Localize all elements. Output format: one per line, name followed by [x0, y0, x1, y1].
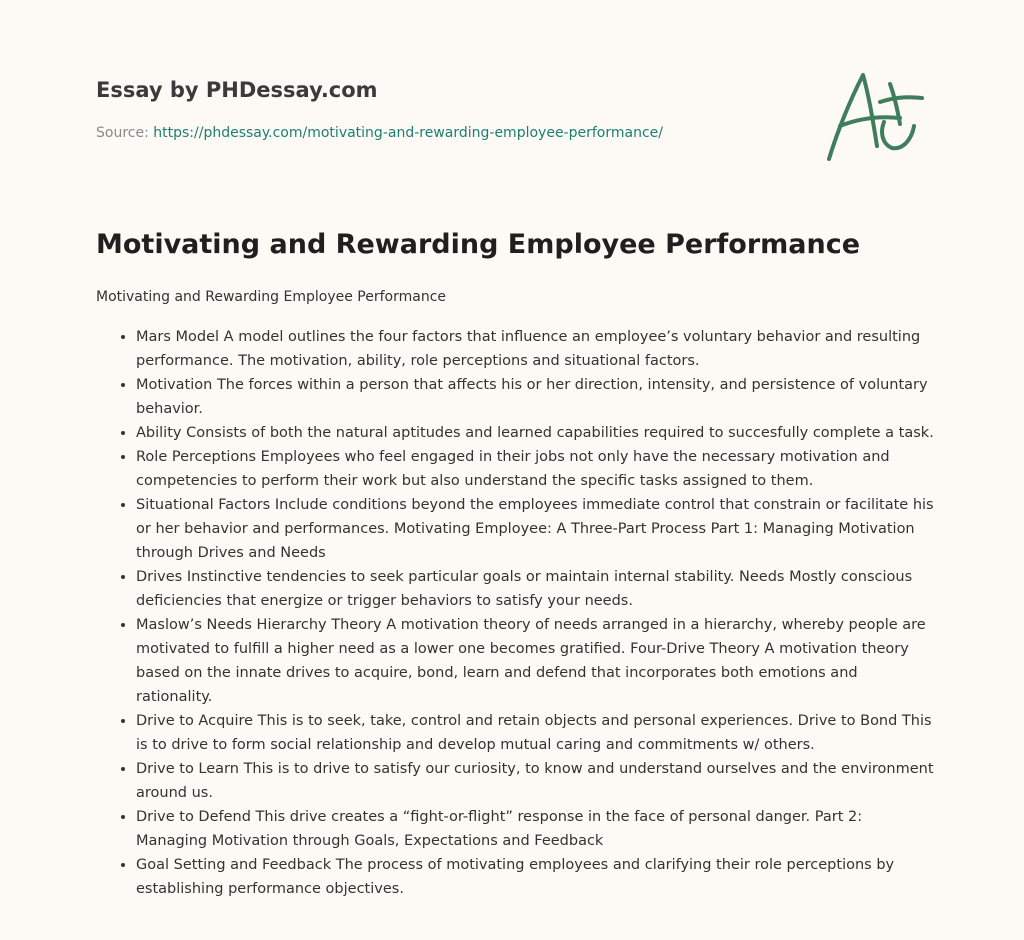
list-item: • Motivation The forces within a person that affects his or her direction, intensity, and persistence of voluntary behavior. [136, 373, 936, 421]
essay-header [96, 76, 796, 141]
list-item: • Drive to Learn This is to drive to satisfy our curiosity, to know and understand ourselves and the environment around us. [136, 757, 936, 805]
list-item: • Maslow’s Needs Hierarchy Theory A motivation theory of needs arranged in a hierarchy, whereby people are motivated to fulfill a higher need as a lower one becomes gratified. Four-Drive Theory A motivation theory based on the innate drives to acquire, bond, learn and defend that incorporates both emotions and rationality. [136, 613, 936, 709]
list-item: • Mars Model A model outlines the four factors that influence an employee’s voluntary behavior and resulting performance. The motivation, ability, role perceptions and situational factors. [136, 325, 936, 373]
essay-bullet-list [96, 325, 936, 901]
list-item: • Goal Setting and Feedback The process of motivating employees and clarifying their role perceptions by establishing performance objectives. [136, 853, 936, 901]
list-item: • Drive to Acquire This is to seek, take, control and retain objects and personal experiences. Drive to Bond This is to drive to form social relationship and develop mutual caring and commitments w/ others. [136, 709, 936, 757]
list-item: • Ability Consists of both the natural aptitudes and learned capabilities required to succesfully complete a task. [136, 421, 936, 445]
list-item: • Situational Factors Include conditions beyond the employees immediate control that constrain or facilitate his or her behavior and performances. Motivating Employee: A Three-Part Process Part 1: Managing Motivation through Drives and Needs [136, 493, 936, 565]
source-link[interactable]: https://phdessay.com/motivating-and-rewarding-employee-performance/ [153, 125, 663, 141]
page-title: Motivating and Rewarding Employee Performance [96, 229, 861, 260]
a-plus-grade-icon [820, 66, 930, 166]
list-item: • Drive to Defend This drive creates a “fight-or-flight” response in the face of personal danger. Part 2: Managing Motivation through Goals, Expectations and Feedback [136, 805, 936, 853]
list-item: • Drives Instinctive tendencies to seek particular goals or maintain internal stability. Needs Mostly conscious deficiencies that energize or trigger behaviors to satisfy your needs. [136, 565, 936, 613]
brand-title: Essay by PHDessay.com [96, 78, 378, 102]
list-item: • Role Perceptions Employees who feel engaged in their jobs not only have the necessary motivation and competencies to perform their work but also understand the specific tasks assigned to them. [136, 445, 936, 493]
essay-subtitle: Motivating and Rewarding Employee Performance [96, 289, 447, 305]
source-label: Source: [96, 125, 154, 141]
source-line [96, 124, 663, 142]
